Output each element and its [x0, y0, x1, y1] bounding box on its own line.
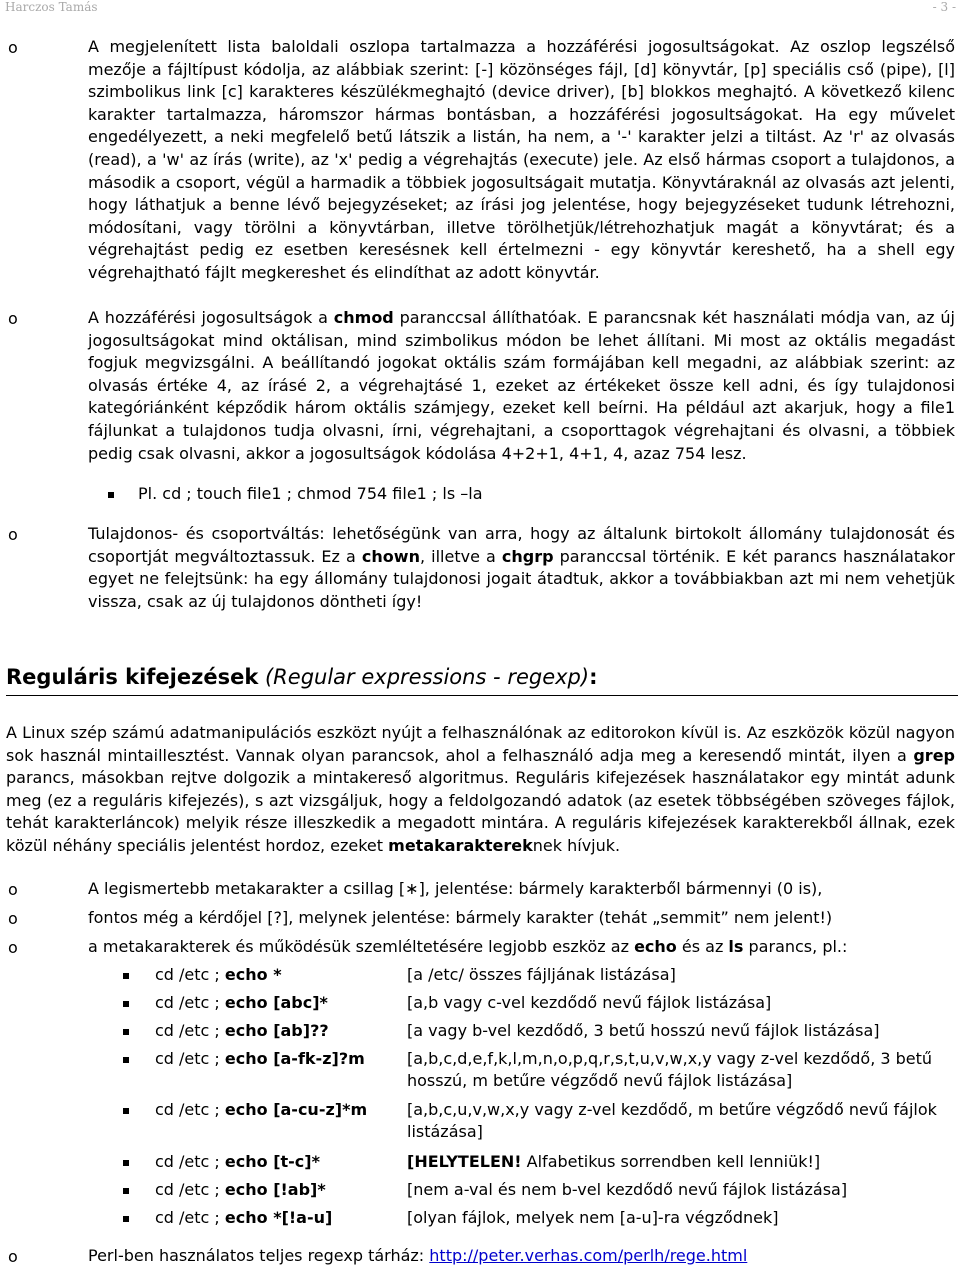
- text-fragment: , illetve a: [419, 546, 502, 566]
- example-echo: echo [a-cu-z]*m: [224, 1100, 368, 1119]
- example-command: [155, 1099, 367, 1121]
- square-bullet-icon: [123, 1160, 129, 1166]
- perl-bullet-text: [88, 1245, 747, 1267]
- text-fragment: A Linux szép számú adatmanipulációs eszközt nyújt a felhasználónak az editorokon kívül is. Az eszközök közül nagyon sok használ mintaillesztést. Vannak olyan parancsok, ahol a felhasználó adja meg a keresendő mintát, ilyen a: [6, 723, 955, 765]
- example-description: [a,b,c,u,v,w,x,y vagy z-vel kezdődő, m betűre végződő nevű fájlok listázása]: [407, 1100, 937, 1141]
- permissions-paragraph: A megjelenített lista baloldali oszlopa tartalmazza a hozzáférési jogosultságokat. Az oszlop legszélső mezője a fájltípust kódolja, az alábbiak szerint: [-] közönséges fájl, [d] könyvtár, [p] speciális cső (pipe), [l] szimbolikus link [c] karakteres készülékmeghajtó (device driver), [b] blokkos meghajtó. A következő kilenc karakter tartalmazza, háromszor hármas bontásban, a hozzáférési jogosultságokat. Ha egy művelet engedélyezett, a neki megfelelő betű látszik a listán, ha nem, a '-' karakter jelzi a tiltást. Az 'r' az olvasás (read), a 'w' az írás (write), az 'x' pedig a végrehajtás (execute) jele. Az első hármas csoport a tulajdonos, a második a csoport, végül a harmadik a többiek jogosultságait mutatja. Könyvtáraknál az olvasás azt jelenti, hogy láthatjuk a benne lévő bejegyzéseket; az írási jog jelentése, hogy bejegyzéseket tudunk létrehozni, módosítani, vagy törölni a könyvtárban, illetve törölhetjük/létrehozhatjuk magát a könyvtárat; és a végrehajtást pedig ez esetben keresésnek kell értelmezni - egy könyvtár kereshető, ha a shell egy végrehajtható fájlt megkereshet és elindíthat az adott könyvtár.: [88, 37, 955, 282]
- example-echo: echo [t-c]*: [224, 1152, 320, 1171]
- text-fragment: Alfabetikus sorrendben kell lenniük!]: [521, 1152, 821, 1171]
- example-command: [155, 1048, 365, 1070]
- example-command: [155, 1151, 320, 1173]
- example-prefix: cd /etc ;: [155, 1208, 225, 1227]
- square-bullet-icon: [123, 973, 129, 979]
- list-bullet: o: [8, 938, 18, 957]
- text-fragment: A hozzáférési jogosultságok a: [88, 308, 334, 327]
- example-description: [a /etc/ összes fájljának listázása]: [407, 965, 676, 984]
- heading-colon: :: [589, 665, 598, 689]
- example-prefix: cd /etc ;: [155, 1100, 225, 1119]
- regexp-reference-link[interactable]: http://peter.verhas.com/perlh/rege.html: [429, 1246, 748, 1265]
- example-echo: echo *[!a-u]: [224, 1208, 333, 1227]
- square-bullet-icon: [123, 1216, 129, 1222]
- echo-ls-bullet-text: [88, 936, 847, 958]
- list-bullet: o: [8, 1247, 18, 1266]
- list-bullet: o: [8, 909, 18, 928]
- example-description: [a,b,c,d,e,f,k,l,m,n,o,p,q,r,s,t,u,v,w,x,y vagy z-vel kezdődő, 3 betű hosszú, m betűre végződő nevű fájlok listázása]: [407, 1049, 933, 1090]
- example-prefix: cd /etc ;: [155, 1152, 225, 1171]
- chown-command: chown: [361, 546, 420, 566]
- list-bullet: o: [8, 525, 18, 544]
- example-prefix: cd /etc ;: [155, 1021, 225, 1040]
- text-fragment: parancs, pl.:: [743, 937, 848, 956]
- text-fragment: a metakarakterek és működésük szemléltetésére legjobb eszköz az: [88, 937, 635, 956]
- list-bullet: o: [8, 880, 18, 899]
- example-description: [407, 1151, 955, 1173]
- asterisk-bullet-text: A legismertebb metakarakter a csillag [∗], jelentése: bármely karakterből bármennyi (0 is),: [88, 879, 823, 898]
- text-fragment: Perl-ben használatos teljes regexp tárház:: [88, 1246, 430, 1265]
- example-echo: echo [abc]*: [224, 993, 328, 1012]
- grep-command: grep: [913, 745, 955, 765]
- chgrp-command: chgrp: [501, 546, 554, 566]
- example-echo: echo [ab]??: [224, 1021, 329, 1040]
- text-fragment: Tulajdonos- és csoportváltás: lehetőségünk van arra, hogy az általunk birtokolt állomány tulajdonosát és csoportját megváltoztassuk. Ez a: [88, 524, 955, 566]
- page-header: [5, 0, 960, 14]
- example-echo: echo *: [224, 965, 282, 984]
- heading-italic: (Regular expressions - regexp): [264, 665, 590, 689]
- regex-intro-paragraph: [6, 722, 955, 858]
- question-mark-bullet-text: fontos még a kérdőjel [?], melynek jelentése: bármely karakter (tehát „semmit” nem jelent!): [88, 908, 833, 927]
- text-fragment: parancs, másokban rejtve dolgozik a mintakereső algoritmus. Reguláris kifejezések használatakor egy mintát adunk meg (ez a reguláris kifejezés), s azt vizsgáljuk, hogy a feldolgozandó adatok (az esetek többségében szöveges fájlok, tehát karakterláncok) melyik része illeszkedik a megadott mintára. A reguláris kifejezések karakterekből állnak, ezek közül néhány speciális jelentést hordoz, ezeket: [6, 768, 955, 855]
- example-prefix: cd /etc ;: [155, 1180, 225, 1199]
- example-command: [155, 992, 328, 1014]
- example-prefix: cd /etc ;: [155, 965, 225, 984]
- example-description: [a vagy b-vel kezdődő, 3 betű hosszú nevű fájlok listázása]: [407, 1021, 880, 1040]
- header-page-number: - 3 -: [932, 0, 956, 14]
- example-description: [a,b vagy c-vel kezdődő nevű fájlok listázása]: [407, 993, 772, 1012]
- example-command: [155, 1207, 332, 1229]
- list-bullet: o: [8, 309, 18, 328]
- text-fragment: paranccsal állíthatóak. E parancsnak két használati módja van, az új jogosultságokat mind oktálisan, mind szimbolikus módon be lehet állítani. Mi most az oktális megadást fogjuk megvizsgálni. A beállítandó jogokat oktális szám formájában kell megadni, az alábbiak szerint: az olvasás értéke 4, az írásé 2, a végrehajtásé 1, ezeket az értékeket össze kell adni, és így tulajdonosi kategóriánként képződik három oktális számjegy, ezeket kell beírni. Ha például azt akarjuk, hogy a file1 fájlunkat a tulajdonos tudja olvasni, írni, végrehajtani, a csoporttagok végrehajtani és olvasni, a többiek pedig csak olvasni, akkor a jogosultságok kódolása 4+2+1, 4+1, 4, azaz 754 lesz.: [88, 308, 955, 463]
- text-fragment: paranccsal történik. E két parancs használatakor egyet ne felejtsünk: ha egy állomány tulajdonosi jogait átadtuk, akkor a továbbiakban azt mi nem vehetjük vissza, csak az új tulajdonos döntheti így!: [88, 546, 955, 611]
- square-bullet-icon: [123, 1188, 129, 1194]
- ownership-paragraph: [88, 523, 955, 613]
- example-command: [155, 1020, 329, 1042]
- example-command: [155, 964, 282, 986]
- list-bullet: o: [8, 38, 18, 57]
- example-description: [olyan fájlok, melyek nem [a-u]-ra végződnek]: [407, 1208, 779, 1227]
- chmod-command: chmod: [333, 308, 394, 327]
- text-fragment: és az: [676, 937, 729, 956]
- error-label: [HELYTELEN!: [407, 1152, 522, 1171]
- header-author: Harczos Tamás: [5, 0, 98, 14]
- example-prefix: cd /etc ;: [155, 1049, 225, 1068]
- echo-command: echo: [634, 937, 677, 956]
- example-description: [nem a-val és nem b-vel kezdődő nevű fájlok listázása]: [407, 1180, 848, 1199]
- chmod-paragraph: [88, 307, 955, 465]
- square-bullet-icon: [123, 1029, 129, 1035]
- text-fragment: nek hívjuk.: [532, 835, 621, 855]
- example-echo: echo [!ab]*: [224, 1180, 326, 1199]
- chmod-example: Pl. cd ; touch file1 ; chmod 754 file1 ; ls –la: [138, 484, 483, 503]
- square-bullet-icon: [123, 1001, 129, 1007]
- ls-command: ls: [728, 937, 744, 956]
- square-bullet-icon: [123, 1108, 129, 1114]
- square-bullet-icon: [108, 492, 114, 498]
- example-echo: echo [a-fk-z]?m: [224, 1049, 365, 1068]
- metakarakter-term: metakarakterek: [388, 835, 533, 855]
- square-bullet-icon: [123, 1057, 129, 1063]
- heading-bold: Reguláris kifejezések: [6, 665, 259, 689]
- example-command: [155, 1179, 326, 1201]
- example-prefix: cd /etc ;: [155, 993, 225, 1012]
- section-heading: [6, 663, 958, 696]
